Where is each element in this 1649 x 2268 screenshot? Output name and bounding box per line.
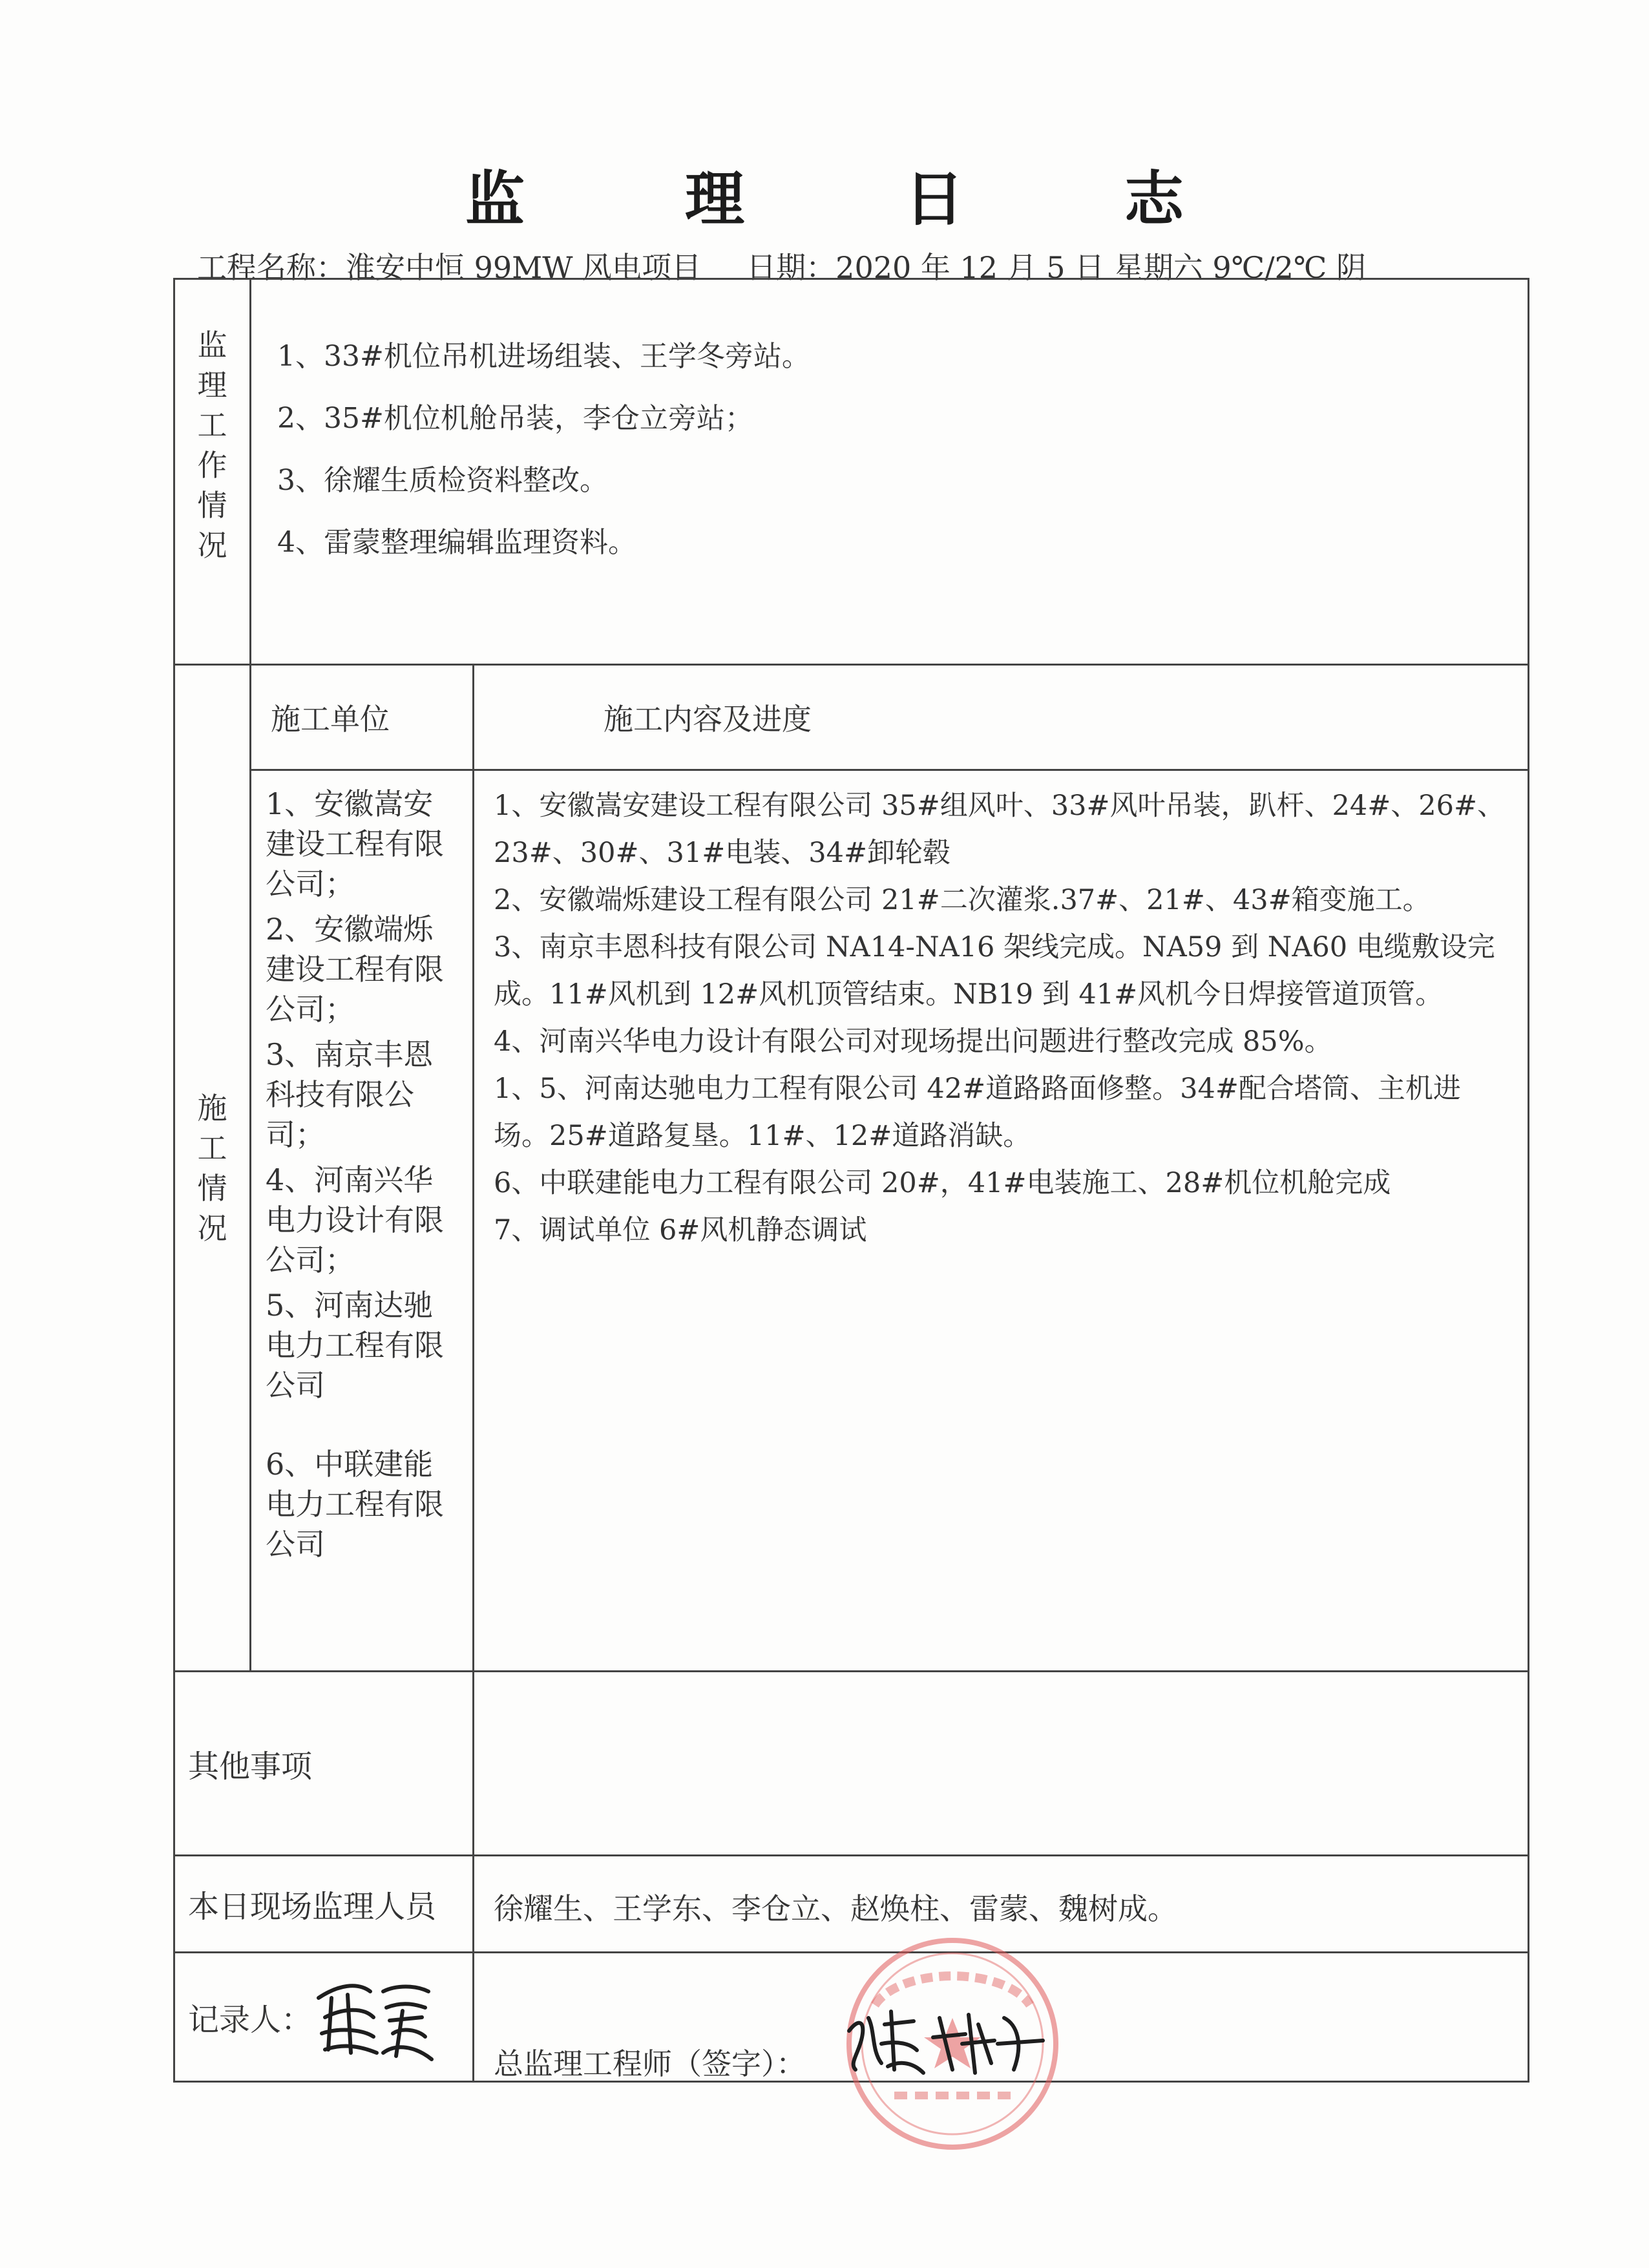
chief-label: 总监理工程师（签字）：	[494, 2046, 806, 2081]
supervision-list	[251, 280, 1528, 558]
unit-item: 1、安徽嵩安建设工程有限公司；	[266, 786, 444, 901]
unit-item: 5、河南达驰电力工程有限公司	[266, 1288, 444, 1403]
staff-label: 本日现场监理人员	[188, 1889, 437, 1925]
supervision-row	[174, 279, 1529, 665]
progress-item: 7、调试单位 6#风机静态调试	[494, 1214, 867, 1246]
progress-item: 6、中联建能电力工程有限公司 20#，41#电装施工、28#机位机舱完成	[494, 1167, 1391, 1199]
staff-label-cell	[174, 1856, 474, 1953]
chief-signature-area	[474, 1953, 1528, 2081]
supervision-item: 4、雷蒙整理编辑监理资料。	[277, 526, 636, 559]
unit-item: 3、南京丰恩科技有限公司；	[266, 1037, 434, 1152]
project-name: 工程名称：淮安中恒 99MW 风电项目	[197, 250, 702, 285]
log-table	[173, 278, 1529, 2083]
supervision-label: 监理工作情况	[197, 328, 227, 563]
other-value	[474, 1672, 1529, 1856]
construction-label: 施工情况	[197, 1090, 227, 1246]
recorder	[175, 1953, 472, 2081]
chief-cell	[474, 1953, 1529, 2082]
progress-item: 4、河南兴华电力设计有限公司对现场提出问题进行整改完成 85%。	[494, 1025, 1332, 1058]
supervision-label-cell	[174, 279, 251, 665]
supervision-item: 2、35#机位机舱吊装，李仓立旁站；	[277, 402, 753, 435]
supervision-items-cell	[251, 279, 1529, 665]
staff-value: 徐耀生、王学东、李仓立、赵焕柱、雷蒙、魏树成。	[494, 1891, 1177, 1926]
unit-item: 4、河南兴华电力设计有限公司；	[266, 1162, 444, 1277]
progress-item: 3、南京丰恩科技有限公司 NA14-NA16 架线完成。NA59 到 NA60 电缆敷设完成。11#风机到 12#风机顶管结束。NB19 到 41#风机今日焊接管道顶管。	[494, 931, 1495, 1011]
other-label: 其他事项	[188, 1748, 313, 1785]
progress-item: 1、5、河南达驰电力工程有限公司 42#道路路面修整。34#配合塔筒、主机进场。25#道路复垦。11#、12#道路消缺。	[494, 1073, 1461, 1152]
other-label-cell	[174, 1672, 474, 1856]
recorder-cell	[174, 1953, 474, 2082]
unit-list	[251, 771, 472, 1564]
progress-list	[474, 771, 1528, 1254]
progress-item: 2、安徽端烁建设工程有限公司 21#二次灌浆.37#、21#、43#箱变施工。	[494, 884, 1431, 916]
supervision-item: 1、33#机位吊机进场组装、王学冬旁站。	[277, 340, 810, 373]
units-cell	[251, 665, 474, 1672]
progress-cell	[474, 665, 1529, 1672]
other-row	[174, 1672, 1529, 1856]
content-header: 施工内容及进度	[474, 666, 1528, 771]
signature-row	[174, 1953, 1529, 2082]
progress-item: 1、安徽嵩安建设工程有限公司 35#组风叶、33#风叶吊装，趴杆、24#、26#、23#、30#、31#电装、34#卸轮毂	[494, 790, 1506, 869]
construction-row	[174, 665, 1529, 1672]
page-title: 监 理 日 志	[465, 164, 1254, 234]
recorder-label: 记录人：	[188, 2002, 313, 2038]
recorder-signature	[312, 1972, 435, 2063]
unit-item: 2、安徽端烁建设工程有限公司；	[266, 912, 444, 1027]
chief-signature	[836, 1992, 1056, 2089]
log-date: 日期：2020 年 12 月 5 日 星期六 9℃/2℃ 阴	[746, 250, 1366, 285]
supervision-item: 3、徐耀生质检资料整改。	[277, 464, 608, 497]
construction-label-cell	[174, 665, 251, 1672]
unit-item: 6、中联建能电力工程有限公司	[266, 1447, 444, 1562]
unit-header: 施工单位	[251, 666, 472, 771]
